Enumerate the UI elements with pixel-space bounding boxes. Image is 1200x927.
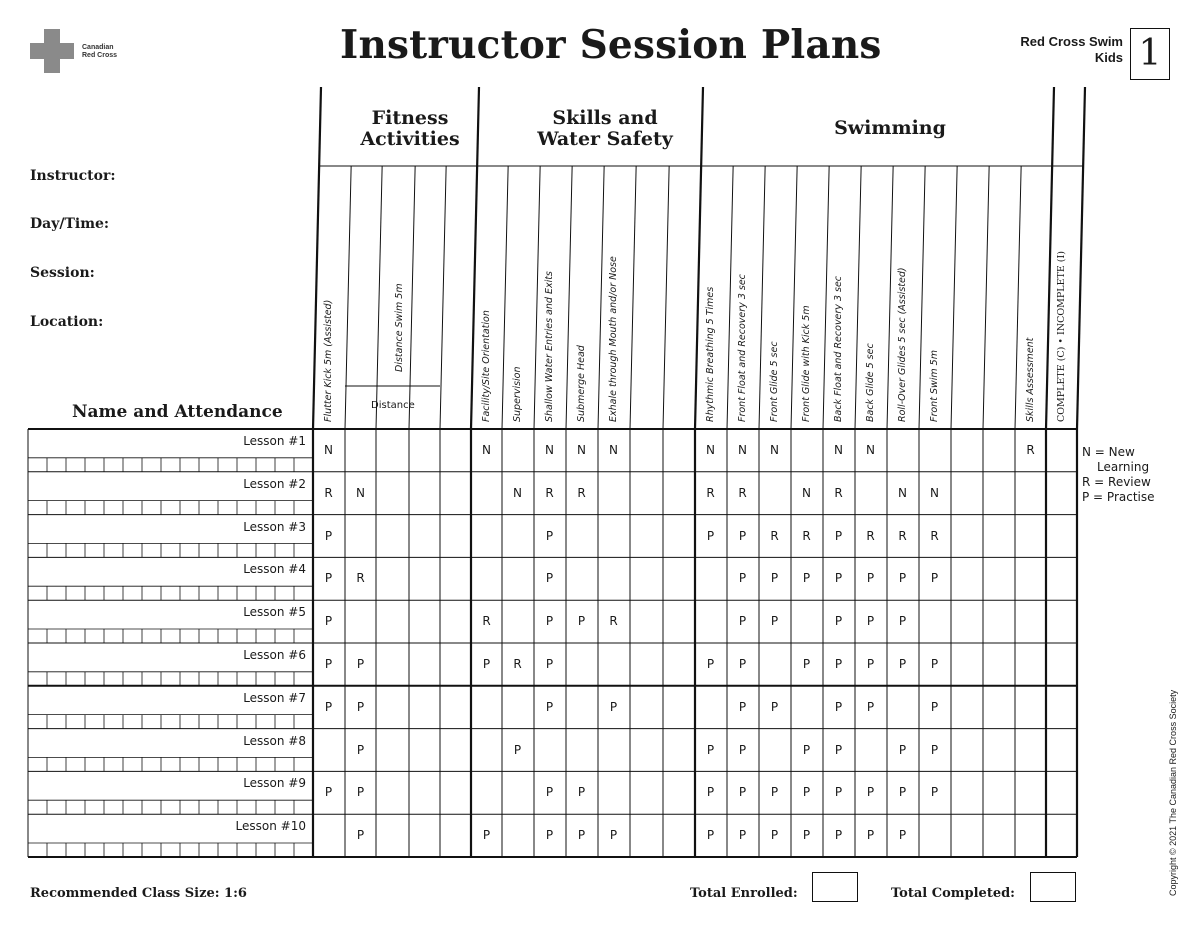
- lesson-mark: R: [834, 485, 843, 500]
- legend-new-cont: Learning: [1097, 460, 1150, 474]
- group-fitness-line2: Activities: [360, 128, 460, 150]
- column-header-label: Roll-Over Glides 5 sec (Assisted): [897, 267, 908, 422]
- lesson-mark: P: [866, 699, 875, 714]
- program-name-line2: Kids: [1094, 50, 1123, 65]
- header-column-line: [919, 166, 925, 429]
- group-skills-line2: Water Safety: [537, 128, 673, 150]
- header-column-line: [345, 166, 351, 429]
- lesson-mark: P: [577, 614, 586, 629]
- lesson-mark: R: [513, 657, 522, 671]
- lesson-mark: P: [770, 614, 779, 629]
- distance-sublabel: Distance: [371, 400, 415, 411]
- lesson-label: Lesson #4: [243, 562, 306, 577]
- lesson-label: Lesson #2: [243, 476, 306, 491]
- column-header-label: Front Float and Recovery 3 sec: [737, 274, 748, 422]
- group-fitness-line1: Fitness: [371, 107, 449, 129]
- lesson-label: Lesson #8: [243, 733, 306, 748]
- lesson-mark: P: [738, 699, 747, 714]
- lesson-mark: R: [545, 485, 554, 500]
- total-completed-field[interactable]: [1030, 872, 1076, 902]
- lesson-mark: P: [545, 614, 554, 629]
- day-time-label: Day/Time:: [30, 216, 110, 232]
- lesson-mark: R: [706, 485, 715, 500]
- lesson-mark: P: [356, 785, 365, 800]
- header-column-line: [855, 166, 861, 429]
- lesson-mark: P: [706, 742, 715, 757]
- lesson-mark: R: [802, 528, 811, 543]
- column-header-label: Front Glide 5 sec: [769, 341, 780, 422]
- lesson-mark: N: [738, 443, 747, 457]
- lesson-mark: N: [930, 485, 939, 500]
- lesson-mark: P: [706, 785, 715, 800]
- column-header-label: Shallow Water Entries and Exits: [544, 271, 555, 422]
- lesson-mark: P: [324, 699, 333, 714]
- lesson-mark: N: [706, 443, 715, 457]
- lesson-mark: P: [802, 657, 811, 671]
- lesson-mark: P: [738, 742, 747, 757]
- header-column-line: [951, 166, 957, 429]
- header-column-line: [313, 87, 321, 429]
- lesson-mark: P: [482, 828, 491, 843]
- header-column-line: [983, 166, 989, 429]
- header-column-line: [663, 166, 669, 429]
- lesson-mark: P: [324, 571, 333, 586]
- lesson-mark: R: [482, 614, 491, 629]
- legend-review: R = Review: [1082, 475, 1151, 489]
- lesson-mark: N: [324, 443, 333, 457]
- lesson-label: Lesson #7: [243, 690, 306, 705]
- class-size-note: Recommended Class Size: 1:6: [30, 886, 247, 901]
- lesson-mark: P: [545, 571, 554, 586]
- legend-practise: P = Practise: [1082, 490, 1155, 504]
- header-column-line: [566, 166, 572, 429]
- column-header-label: Supervision: [512, 366, 523, 422]
- lesson-mark: N: [609, 443, 618, 457]
- lesson-mark: P: [545, 528, 554, 543]
- lesson-mark: P: [930, 785, 939, 800]
- lesson-mark: P: [545, 828, 554, 843]
- header-column-line: [409, 166, 415, 429]
- lesson-label: Lesson #5: [243, 605, 306, 620]
- lesson-mark: P: [834, 657, 843, 671]
- header-column-line: [440, 166, 446, 429]
- column-header-label: Skills Assessment: [1024, 337, 1036, 422]
- lesson-mark: P: [738, 657, 747, 671]
- instructor-label: Instructor:: [30, 168, 116, 184]
- logo-text-line1: Canadian: [82, 44, 114, 51]
- lesson-mark: N: [898, 485, 907, 500]
- header-column-line: [1046, 87, 1054, 429]
- lesson-mark: R: [866, 528, 875, 543]
- lesson-mark: P: [802, 785, 811, 800]
- lesson-label: Lesson #6: [243, 648, 306, 662]
- lesson-mark: P: [577, 828, 586, 843]
- header-column-line: [598, 166, 604, 429]
- column-header-label: Rhythmic Breathing 5 Times: [705, 286, 716, 422]
- lesson-mark: P: [609, 828, 618, 843]
- group-swimming-line1: Swimming: [834, 117, 946, 139]
- lesson-mark: P: [324, 785, 333, 800]
- lesson-mark: P: [577, 785, 586, 800]
- name-attendance-header: Name and Attendance: [72, 402, 283, 422]
- lesson-mark: P: [898, 614, 907, 629]
- lesson-mark: P: [930, 742, 939, 757]
- lesson-mark: P: [898, 657, 907, 671]
- lesson-mark: P: [834, 828, 843, 843]
- lesson-mark: P: [513, 742, 522, 757]
- lesson-label: Lesson #3: [243, 519, 306, 534]
- header-column-line: [502, 166, 508, 429]
- header-column-line: [1077, 87, 1085, 429]
- lesson-mark: P: [706, 657, 715, 671]
- column-header-label: Front Swim 5m: [929, 350, 940, 422]
- header-column-line: [695, 87, 703, 429]
- lesson-mark: P: [609, 699, 618, 714]
- lesson-mark: N: [834, 443, 843, 457]
- logo-text-line2: Red Cross: [82, 52, 118, 59]
- lesson-mark: R: [738, 485, 747, 500]
- lesson-mark: P: [802, 571, 811, 586]
- column-header-label: Front Glide with Kick 5m: [801, 305, 812, 422]
- lesson-mark: P: [738, 785, 747, 800]
- total-enrolled-field[interactable]: [812, 872, 858, 902]
- header-column-line: [887, 166, 893, 429]
- lesson-mark: P: [834, 699, 843, 714]
- lesson-mark: P: [866, 571, 875, 586]
- lesson-mark: P: [738, 528, 747, 543]
- lesson-mark: N: [513, 485, 522, 500]
- header-column-line: [376, 166, 382, 429]
- column-header-label: Exhale through Mouth and/or Nose: [608, 256, 619, 422]
- lesson-mark: P: [898, 742, 907, 757]
- lesson-mark: N: [545, 443, 554, 457]
- lesson-label: Lesson #1: [243, 434, 306, 448]
- level-number: 1: [1130, 28, 1170, 80]
- copyright-notice: Copyright © 2021 The Canadian Red Cross Society: [1168, 689, 1178, 896]
- lesson-label: Lesson #9: [243, 776, 306, 791]
- lesson-mark: R: [577, 485, 586, 500]
- header-column-line: [471, 87, 479, 429]
- column-header-label: Back Float and Recovery 3 sec: [833, 275, 844, 422]
- header-column-line: [791, 166, 797, 429]
- lesson-mark: P: [324, 528, 333, 543]
- program-name-line1: Red Cross Swim: [1020, 34, 1123, 49]
- page-title: Instructor Session Plans: [340, 22, 882, 68]
- lesson-mark: P: [898, 785, 907, 800]
- lesson-mark: P: [738, 614, 747, 629]
- lesson-mark: P: [834, 614, 843, 629]
- lesson-mark: P: [706, 828, 715, 843]
- lesson-mark: P: [545, 699, 554, 714]
- lesson-mark: P: [802, 828, 811, 843]
- lesson-mark: P: [545, 657, 554, 671]
- lesson-mark: P: [930, 699, 939, 714]
- lesson-mark: P: [356, 699, 365, 714]
- lesson-mark: N: [802, 485, 811, 500]
- lesson-label: Lesson #10: [235, 819, 306, 834]
- lesson-mark: P: [706, 528, 715, 543]
- lesson-mark: N: [356, 485, 365, 500]
- lesson-mark: P: [834, 528, 843, 543]
- lesson-mark: P: [866, 828, 875, 843]
- column-header-label: Back Glide 5 sec: [865, 343, 876, 422]
- lesson-mark: P: [770, 785, 779, 800]
- lesson-mark: P: [898, 828, 907, 843]
- column-header-label: Flutter Kick 5m (Assisted): [323, 299, 334, 422]
- lesson-mark: N: [866, 443, 875, 457]
- lesson-mark: N: [577, 443, 586, 457]
- lesson-mark: N: [482, 443, 491, 457]
- lesson-mark: P: [770, 699, 779, 714]
- lesson-mark: P: [356, 828, 365, 843]
- lesson-mark: N: [770, 443, 779, 457]
- column-header-label: Facility/Site Orientation: [480, 310, 492, 422]
- lesson-mark: R: [356, 571, 365, 586]
- lesson-mark: P: [930, 571, 939, 586]
- header-column-line: [1015, 166, 1021, 429]
- group-skills-line1: Skills and: [552, 107, 658, 129]
- lesson-mark: P: [898, 571, 907, 586]
- lesson-mark: P: [770, 828, 779, 843]
- lesson-mark: P: [324, 614, 333, 629]
- lesson-mark: P: [866, 785, 875, 800]
- column-header-label: Distance Swim 5m: [394, 283, 405, 372]
- column-header-label: COMPLETE (C) • INCOMPLETE (I): [1055, 251, 1067, 422]
- lesson-mark: P: [834, 785, 843, 800]
- lesson-mark: P: [866, 614, 875, 629]
- location-label: Location:: [30, 314, 104, 330]
- header-column-line: [759, 166, 765, 429]
- lesson-mark: P: [834, 571, 843, 586]
- lesson-mark: P: [834, 742, 843, 757]
- header-column-line: [823, 166, 829, 429]
- session-label: Session:: [30, 265, 95, 281]
- lesson-mark: P: [738, 571, 747, 586]
- lesson-mark: P: [802, 742, 811, 757]
- lesson-mark: P: [482, 657, 491, 671]
- header-column-line: [534, 166, 540, 429]
- lesson-mark: R: [770, 528, 779, 543]
- lesson-mark: P: [324, 657, 333, 671]
- total-enrolled-label: Total Enrolled:: [690, 886, 798, 901]
- lesson-mark: R: [609, 614, 618, 629]
- legend: [1082, 445, 1155, 505]
- header-column-line: [727, 166, 733, 429]
- total-completed-label: Total Completed:: [891, 886, 1015, 901]
- lesson-mark: R: [1026, 443, 1035, 457]
- header-column-line: [630, 166, 636, 429]
- lesson-mark: P: [930, 657, 939, 671]
- lesson-mark: R: [930, 528, 939, 543]
- lesson-mark: P: [356, 742, 365, 757]
- lesson-mark: P: [738, 828, 747, 843]
- lesson-mark: P: [356, 657, 365, 671]
- lesson-mark: P: [545, 785, 554, 800]
- lesson-mark: R: [898, 528, 907, 543]
- lesson-mark: P: [866, 657, 875, 671]
- legend-new: N = New: [1082, 445, 1135, 459]
- column-header-label: Submerge Head: [576, 345, 587, 422]
- lesson-mark: P: [770, 571, 779, 586]
- lesson-mark: R: [324, 485, 333, 500]
